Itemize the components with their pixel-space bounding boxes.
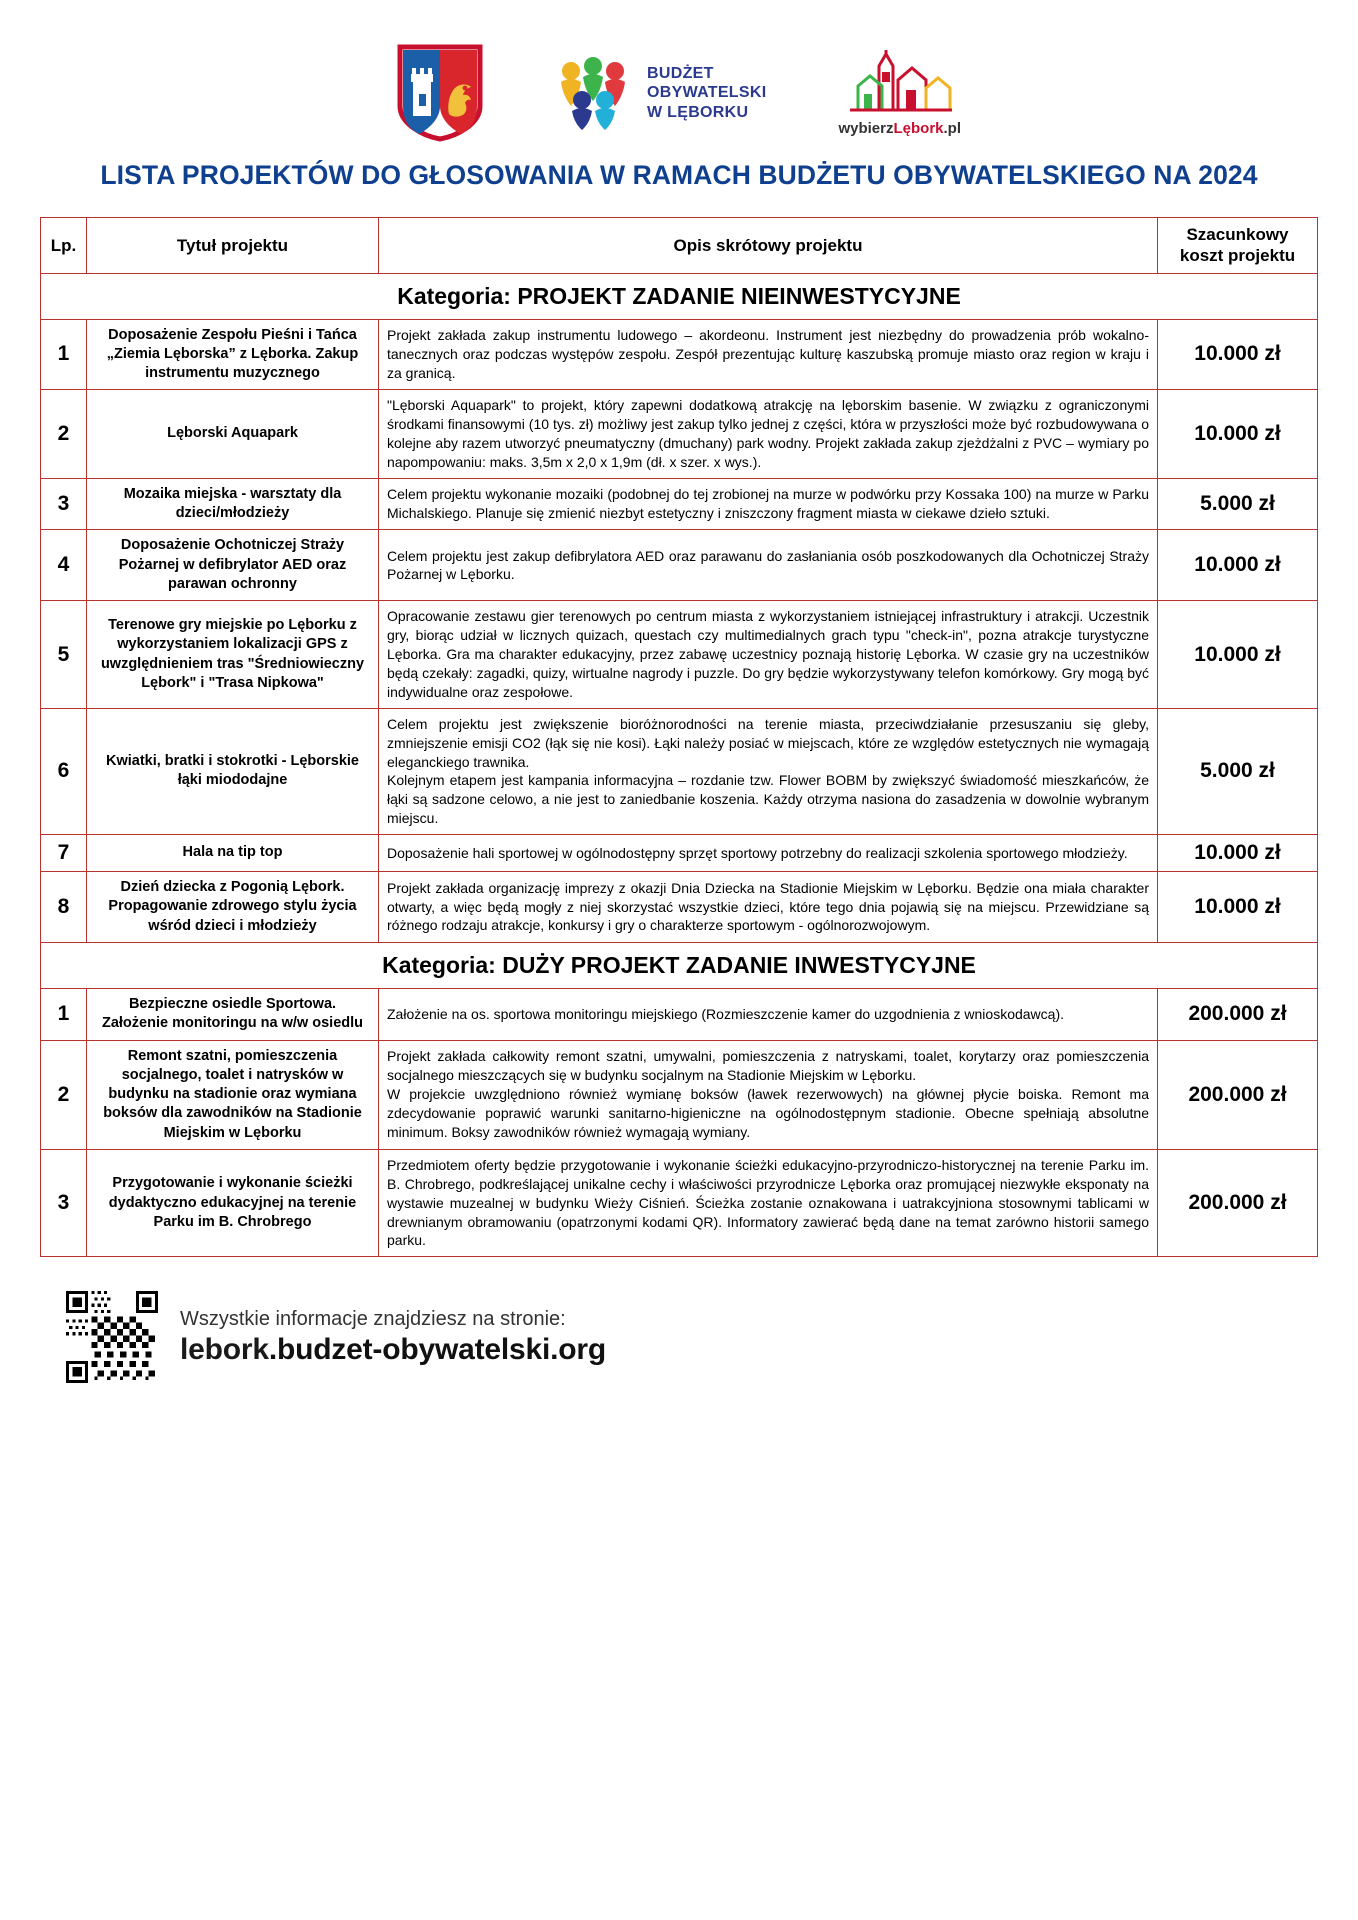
project-cost: 5.000 zł (1158, 478, 1318, 530)
table-row (41, 872, 1318, 943)
project-title: Terenowe gry miejskie po Lęborku z wykorzystaniem lokalizacji GPS z uwzględnieniem tras "Średniowieczny Lębork" i "Trasa Nipkowa" (87, 601, 379, 708)
town-buildings-icon (846, 50, 954, 116)
page-title: LISTA PROJEKTÓW DO GŁOSOWANIA W RAMACH BUDŻETU OBYWATELSKIEGO NA 2024 (100, 160, 1258, 190)
project-description (379, 1040, 1158, 1149)
table-row (41, 390, 1318, 479)
table-row (41, 988, 1318, 1040)
table-body (41, 273, 1318, 1257)
project-description (379, 530, 1158, 601)
project-number: 8 (41, 872, 87, 943)
wybierz-lebork-logo (838, 50, 961, 137)
project-number: 2 (41, 1040, 87, 1149)
project-description-paragraph: W projekcie uwzględniono również wymianę boksów (ławek rezerwowych) na głównej płycie boiska. Remont ma zdecydowanie poprawić warunki sanitarno-higieniczne na ogólnodostępnym stadionie. Obecne spełniają absolutne minimum. Boksy zawodników również wymagają wymiany. (387, 1086, 1149, 1141)
project-title: Bezpieczne osiedle Sportowa. Założenie monitoringu na w/w osiedlu (87, 988, 379, 1040)
column-header-lp: Lp. (41, 218, 87, 274)
bo-line-1: BUDŻET (647, 64, 714, 82)
table-row (41, 530, 1318, 601)
project-number: 1 (41, 988, 87, 1040)
column-header-cost-line1: Szacunkowy (1186, 225, 1289, 244)
table-header-row (41, 218, 1318, 274)
project-cost: 200.000 zł (1158, 1040, 1318, 1149)
wl-prefix: wybierz (838, 119, 894, 137)
project-description-paragraph: Projekt zakłada zakup instrumentu ludowego – akordeonu. Instrument jest niezbędny do prowadzenia prób wokalno-tanecznych oraz podczas występów zespołu. Zespół prezentując kulturę kaszubską promuje miasto oraz region w kraju i za granicą. (387, 327, 1149, 381)
project-title: Przygotowanie i wykonanie ścieżki dydaktyczno edukacyjnej na terenie Parku im B. Chrobrego (87, 1149, 379, 1256)
project-number: 7 (41, 835, 87, 872)
column-header-cost-line2: koszt projektu (1179, 246, 1296, 266)
project-cost: 10.000 zł (1158, 835, 1318, 872)
project-title: Kwiatki, bratki i stokrotki - Lęborskie łąki miododajne (87, 708, 379, 834)
project-cost: 5.000 zł (1158, 708, 1318, 834)
table-row (41, 835, 1318, 872)
project-description-paragraph: Projekt zakłada całkowity remont szatni, umywalni, pomieszczenia z natryskami, toalet, korytarzy oraz pomieszczenia socjalnego mieszczących się w budynku socjalnym na Stadionie Miejskim w Lęborku. (387, 1048, 1149, 1084)
budzet-obywatelski-logo (555, 56, 766, 130)
column-header-description: Opis skrótowy projektu (379, 218, 1158, 274)
wl-accent: Lębork (893, 119, 944, 137)
project-cost: 200.000 zł (1158, 988, 1318, 1040)
project-title: Doposażenie Ochotniczej Straży Pożarnej w defibrylator AED oraz parawan ochronny (87, 530, 379, 601)
project-cost: 10.000 zł (1158, 390, 1318, 479)
column-header-cost (1158, 218, 1318, 274)
project-description-paragraph: "Lęborski Aquapark" to projekt, który zapewni dodatkową atrakcję na lęborskim basenie. W związku z ograniczonymi środkami finansowymi (10 tys. zł) możliwy jest zakup tylko jednej z części, która w przyszłości może być rozbudowywana o kolejne aby razem utworzyć pneumatyczny (dmuchany) park wodny. Projekt zakłada zakup zjeżdżalni z PVC – wymiary po napompowaniu: maks. 3,5m x 2,0 x 1,9m (dł. x szer. x wys.). (387, 397, 1149, 471)
project-title: Dzień dziecka z Pogonią Lębork. Propagowanie zdrowego stylu życia wśród dzieci i młodzieży (87, 872, 379, 943)
project-description (379, 390, 1158, 479)
project-description-paragraph: Opracowanie zestawu gier terenowych po centrum miasta z wykorzystaniem istniejącej infrastruktury i atrakcji. Uczestnik gry, biorąc udział w licznych quizach, questach czy multimedialnych grach typu "check-in", pozna atrakcje turystyczne Lęborka. Gra ma charakter edukacyjny, przez zabawę uczestnicy poznają historię Lęborka. W czasie gry na uczestników będą czekały: zagadki, quizy, wirtualne nagrody i puzzle. Do gry będzie wykorzystywany telefon komórkowy. Gry mogą być indywidualne oraz zespołowe. (387, 608, 1149, 700)
table-row (41, 1149, 1318, 1256)
project-cost: 10.000 zł (1158, 530, 1318, 601)
project-description-paragraph: Przedmiotem oferty będzie przygotowanie i wykonanie ścieżki edukacyjno-przyrodniczo-historycznej na terenie Parku im. B. Chrobrego, podkreślającej unikalne cechy i właściwości przyrodnicze Lęborka oraz promującej niezwykłe eksponaty na wystawie muzealnej w budynku Wieży Ciśnień. Ścieżka zostanie oznakowana i uatrakcyjniona stosownymi tablicami w drewnianym obramowaniu (opatrzonymi kodami QR). Informatory zawierać będą dane na temat zarówno historii samego parku. (387, 1156, 1149, 1249)
bo-line-3: W LĘBORKU (647, 103, 749, 121)
project-description-paragraph: Celem projektu wykonanie mozaiki (podobnej do tej zrobionej na murze w podwórku przy Kossaka 100) na murze w Parku Michalskiego. Planuje się zmienić niezbyt estetyczny i zniszczony fragment miasta w ciekawe dzieło sztuki. (387, 486, 1149, 522)
projects-table (40, 217, 1318, 1257)
footer-website[interactable] (180, 1333, 606, 1367)
project-description-paragraph: Projekt zakłada organizację imprezy z okazji Dnia Dziecka na Stadionie Miejskim w Lęborku. Będzie ona miała charakter otwarty, a więc będą mogły z niej skorzystać wszystkie dzieci, które tego dnia pojawią się na miejscu. Przewidziane są różnego rodzaju atrakcje, konkursy i gry o charakterze sportowym - ogólnorozwojowym. (387, 879, 1149, 934)
project-number: 6 (41, 708, 87, 834)
footer (40, 1291, 1318, 1383)
footer-website-prefix: lebork (180, 1332, 269, 1366)
project-description (379, 319, 1158, 390)
project-title: Doposażenie Zespołu Pieśni i Tańca „Ziemia Lęborska” z Lęborka. Zakup instrumentu muzycznego (87, 319, 379, 390)
header-logos (40, 38, 1318, 148)
table-header (41, 218, 1318, 274)
column-header-title: Tytuł projektu (87, 218, 379, 274)
project-number: 3 (41, 478, 87, 530)
project-description-paragraph: Celem projektu jest zwiększenie bioróżnorodności na terenie miasta, przeciwdziałanie przesuszaniu się gleby, zmniejszenie emisji CO2 (łąk się nie kosi). Łąki należy posiać w miejscach, które ze względów estetycznych nie wymagają eleganckiego trawnika. (387, 715, 1149, 770)
bo-line-2: OBYWATELSKI (647, 84, 767, 102)
project-description-paragraph: Doposażenie hali sportowej w ogólnodostępny sprzęt sportowy potrzebny do realizacji szkolenia sportowego młodzieży. (387, 844, 1128, 861)
coat-of-arms-logo (397, 44, 483, 142)
project-number: 2 (41, 390, 87, 479)
project-number: 3 (41, 1149, 87, 1256)
budzet-obywatelski-text (647, 64, 766, 123)
table-row (41, 478, 1318, 530)
project-cost: 10.000 zł (1158, 319, 1318, 390)
qr-code-icon (66, 1291, 158, 1383)
wybierz-lebork-text (838, 120, 961, 137)
category-row (41, 273, 1318, 319)
project-description (379, 478, 1158, 530)
project-title: Mozaika miejska - warsztaty dla dzieci/młodzieży (87, 478, 379, 530)
project-description (379, 601, 1158, 708)
table-row (41, 708, 1318, 834)
table-row (41, 601, 1318, 708)
project-description (379, 708, 1158, 834)
category-label: Kategoria: DUŻY PROJEKT ZADANIE INWESTYCYJNE (41, 942, 1318, 988)
table-row (41, 1040, 1318, 1149)
project-description-paragraph: Założenie na os. sportowa monitoringu miejskiego (Rozmieszczenie kamer do uzgodnienia z wnioskodawcą). (387, 1005, 1064, 1022)
project-cost: 10.000 zł (1158, 872, 1318, 943)
project-description (379, 988, 1158, 1040)
project-title: Hala na tip top (87, 835, 379, 872)
project-cost: 10.000 zł (1158, 601, 1318, 708)
people-icon (555, 56, 633, 130)
project-description-paragraph: Celem projektu jest zakup defibrylatora AED oraz parawanu do zasłaniania osób poszkodowanych dla Ochotniczej Straży Pożarnej w Lęborku. (387, 547, 1149, 583)
project-number: 5 (41, 601, 87, 708)
project-description (379, 1149, 1158, 1256)
project-cost: 200.000 zł (1158, 1149, 1318, 1256)
project-description (379, 872, 1158, 943)
project-description (379, 835, 1158, 872)
category-label: Kategoria: PROJEKT ZADANIE NIEINWESTYCYJNE (41, 273, 1318, 319)
footer-website-suffix: .budzet-obywatelski.org (268, 1332, 606, 1366)
project-title: Remont szatni, pomieszczenia socjalnego, toalet i natrysków w budynku na stadionie oraz wymiana boksów dla zawodników na Stadionie Miejskim w Lęborku (87, 1040, 379, 1149)
project-number: 1 (41, 319, 87, 390)
project-number: 4 (41, 530, 87, 601)
wl-suffix: .pl (943, 119, 961, 137)
table-row (41, 319, 1318, 390)
herb-icon (397, 44, 483, 142)
footer-caption: Wszystkie informacje znajdziesz na stronie: (180, 1307, 566, 1330)
category-row (41, 942, 1318, 988)
project-title: Lęborski Aquapark (87, 390, 379, 479)
project-description-paragraph: Kolejnym etapem jest kampania informacyjna – rozdanie tzw. Flower BOBM by zwiększyć świadomość mieszkańców, że łąki są sadzone celowo, a nie jest to zaniedbanie koszenia. Każdy otrzyma nasiona do zasadzenia w dowolnie wybranym miejscu. (387, 772, 1149, 827)
footer-text (180, 1308, 606, 1367)
